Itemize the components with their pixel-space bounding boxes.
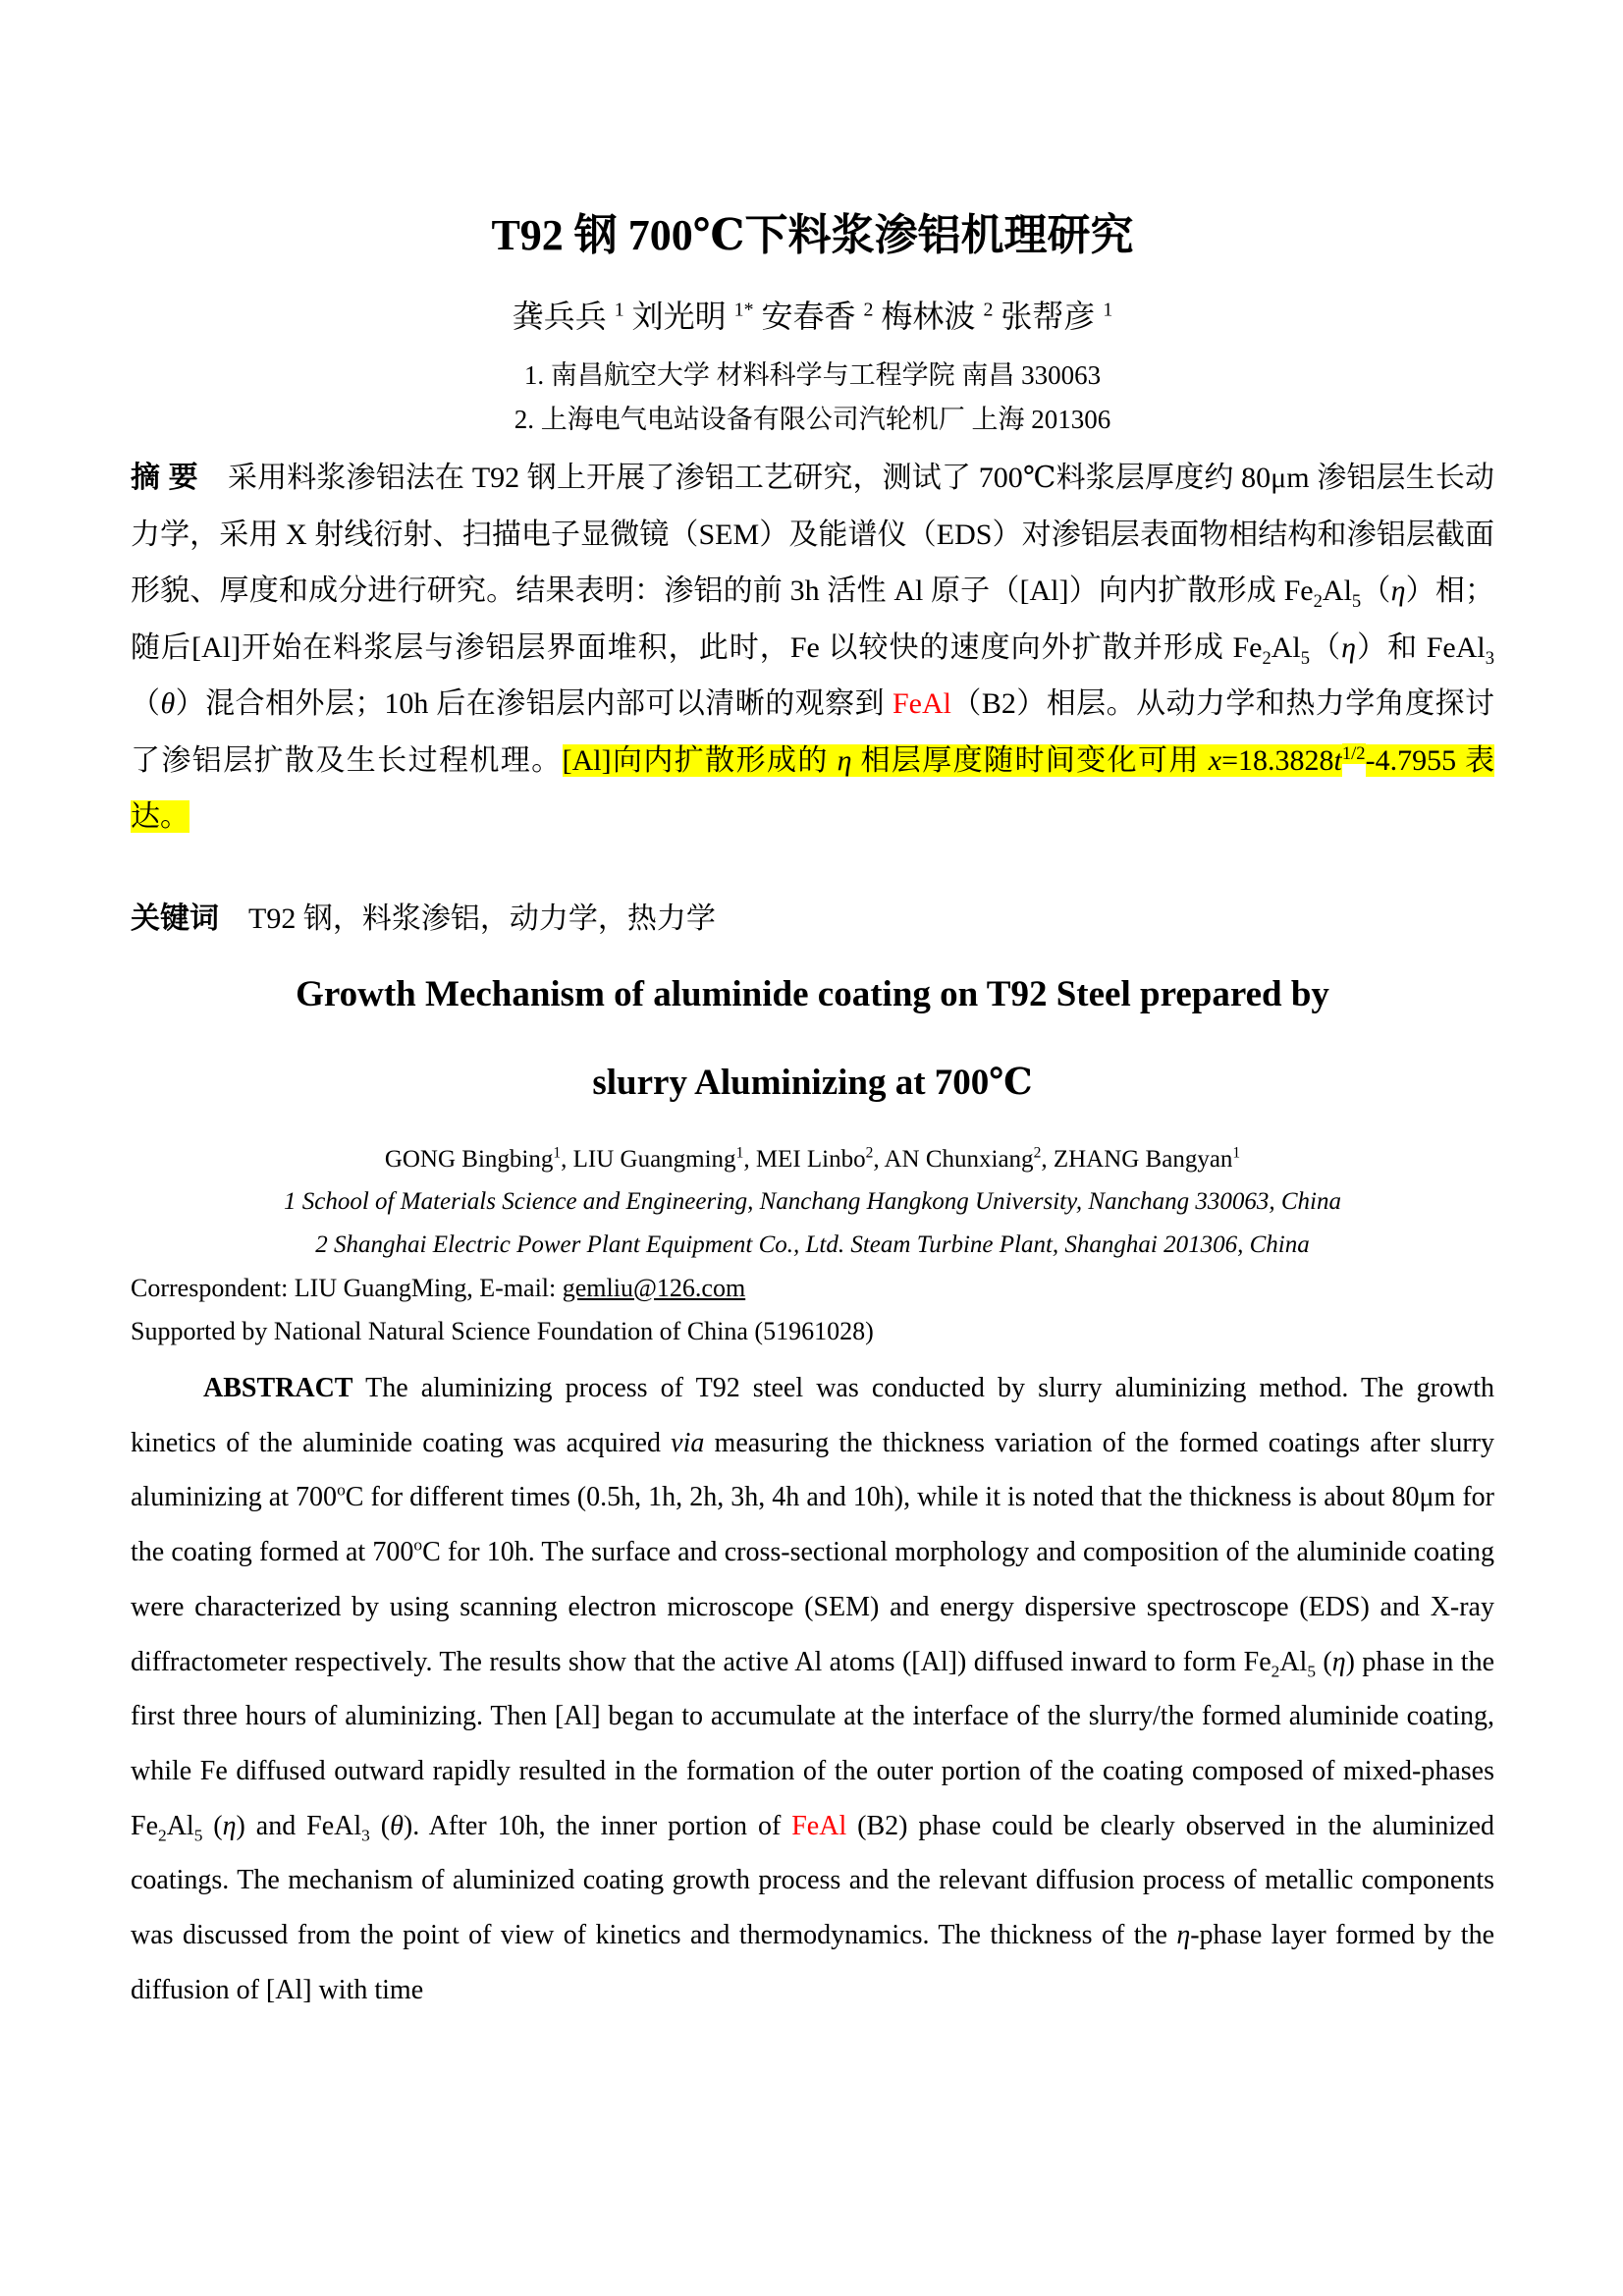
english-title — [131, 951, 1494, 1127]
chinese-abstract: 摘 要 采用料浆渗铝法在 T92 钢上开展了渗铝工艺研究，测试了 700℃料浆层厚度约 80μm 渗铝层生长动力学，采用 X 射线衍射、扫描电子显微镜（SEM）及能谱仪（EDS）对渗铝层表面物相结构和渗铝层截面形貌、厚度和成分进行研究。结果表明：渗铝的前 3h 活性 Al 原子（[Al]）向内扩散形成 $Fe_2Al_5(\eta)$相；随后[Al]开始在料浆层与渗铝层界面堆积，此时，Fe 以较快的速度向外扩散并形成 $Fe_2Al_5(\eta)$和 FeAl$_3$（θ）混合相外层；10h 后在渗铝层内部可以清晰的观察到 FeAl（B2）相层。从动力学和热力学角度探讨了渗铝层扩散及生长过程机理。[Al]向内扩散形成的 η 相层厚度随时间变化可用 $x=18.3828t^{1/2}-4.7955$ 表达。 — [131, 462, 1495, 833]
chinese-affiliation-1: 1. 南昌航空大学 材料科学与工程学院 南昌 330063 — [523, 360, 1102, 390]
chinese-title: T92 钢 700℃下料浆渗铝机理研究 — [491, 211, 1134, 259]
chinese-authors: 龚兵兵 $^1$ 刘光明 $^{1*}$ 安春香 $^2$ 梅林波 $^2$ 张帮彦 $^1$ — [512, 299, 1113, 334]
correspondent-line: Correspondent: LIU GuangMing, E-mail: gemliu@126.com — [131, 1274, 746, 1302]
chinese-affiliations — [131, 354, 1494, 442]
english-title-line-2: slurry Aluminizing at 700℃ — [592, 1063, 1033, 1103]
english-abstract: ABSTRACT The aluminizing process of T92 steel was conducted by slurry aluminizing method. The growth kinetics of the aluminide coating was acquired via measuring the thickness variation of the formed coatings after slurry aluminizing at 700$^o$C for different times (0.5h, 1h, 2h, 3h, 4h and 10h), while it is noted that the thickness is about 80μm for the coating formed at 700$^o$C for 10h. The surface and cross-sectional morphology and composition of the aluminide coating were characterized by using scanning electron microscope (SEM) and energy dispersive spectroscope (EDS) and X-ray diffractometer respectively. The results show that the active Al atoms ([Al]) diffused inward to form $Fe_2Al_5$ (η) phase in the first three hours of aluminizing. Then [Al] began to accumulate at the interface of the slurry/the formed aluminide coating, while Fe diffused outward rapidly resulted in the formation of the outer portion of the coating composed of mixed-phases $Fe_2Al_5$ (η) and FeAl$_3$ (θ). After 10h, the inner portion of FeAl (B2) phase could be clearly observed in the aluminized coatings. The mechanism of aluminized coating growth process and the relevant diffusion process of metallic components was discussed from the point of view of kinetics and thermodynamics. The thickness of the η-phase layer formed by the diffusion of [Al] with time — [131, 1373, 1495, 2005]
english-authors: GONG Bingbing$^1$, LIU Guangming$^1$, MEI Linbo$^2$, AN Chunxiang$^2$, ZHANG Bangyan$^1$ — [384, 1144, 1241, 1173]
chinese-keywords: 关键词 T92 钢，料浆渗铝，动力学，热力学 — [131, 902, 716, 935]
email-link[interactable]: gemliu@126.com — [562, 1274, 746, 1302]
english-affiliation-2: 2 Shanghai Electric Power Plant Equipment Co., Ltd. Steam Turbine Plant, Shanghai 201306, China — [315, 1231, 1310, 1258]
funding-line: Supported by National Natural Science Foundation of China (51961028) — [131, 1317, 874, 1345]
chinese-affiliation-2: 2. 上海电气电站设备有限公司汽轮机厂 上海 201306 — [514, 405, 1111, 434]
english-title-line-1: Growth Mechanism of aluminide coating on T92 Steel prepared by — [296, 974, 1329, 1014]
english-affiliations — [131, 1180, 1494, 1267]
english-affiliation-1: 1 School of Materials Science and Engineering, Nanchang Hangkong University, Nanchang 330063, China — [284, 1188, 1341, 1215]
